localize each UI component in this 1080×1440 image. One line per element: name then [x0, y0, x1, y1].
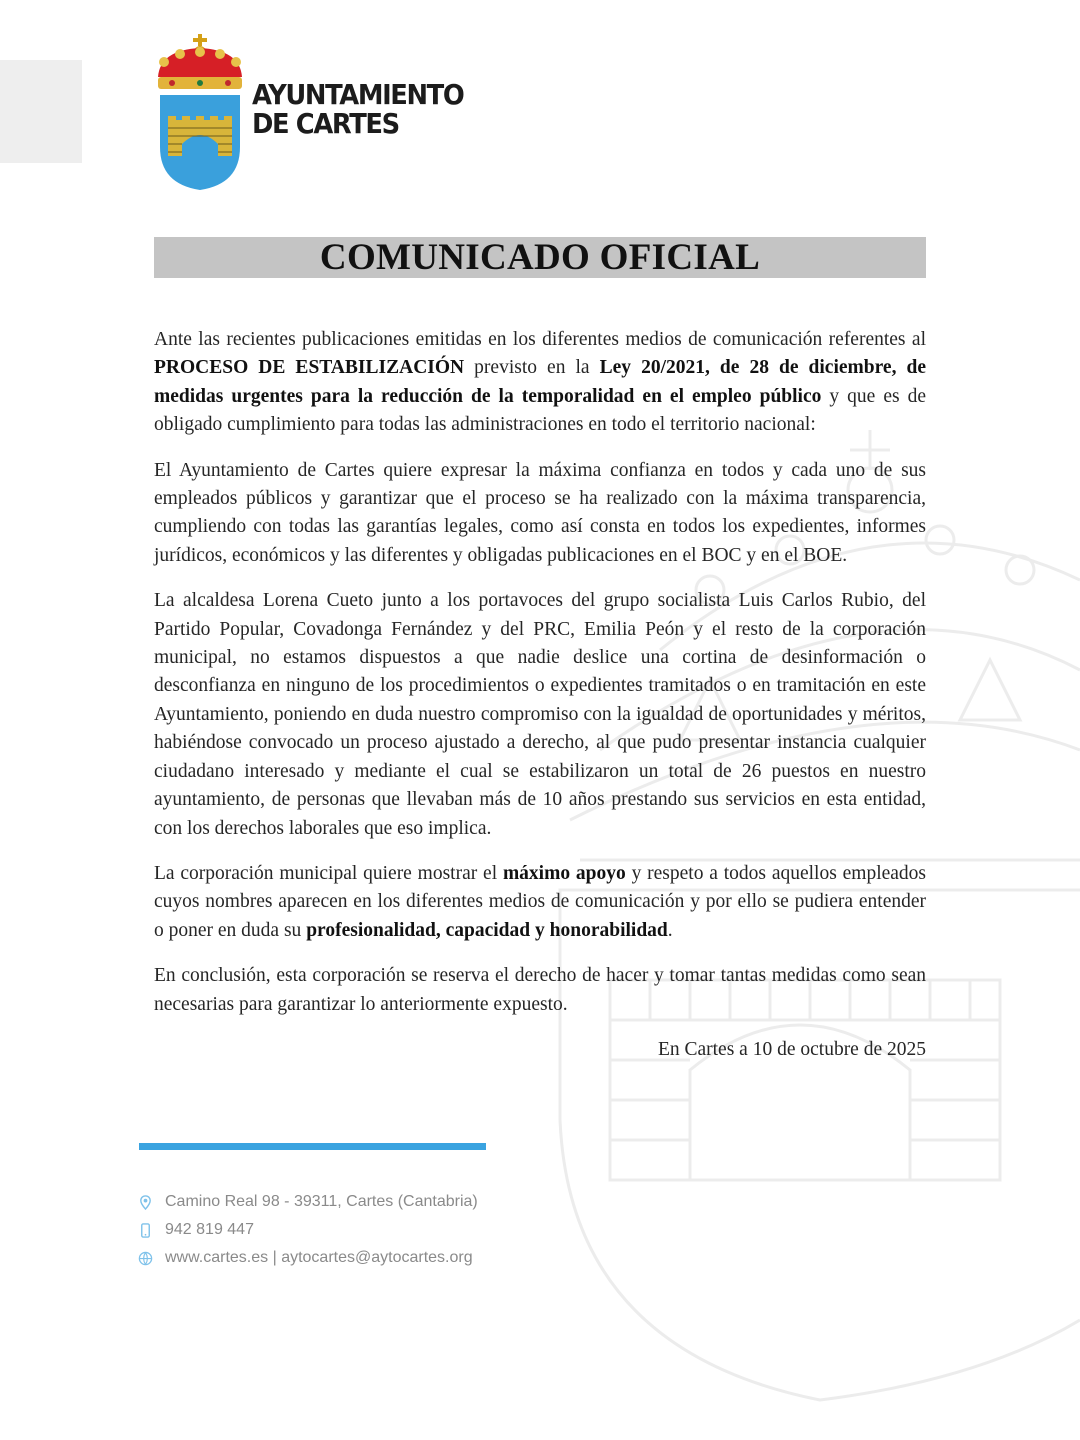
document-body	[154, 326, 926, 1081]
signoff-date: En Cartes a 10 de octubre de 2025	[657, 1038, 926, 1060]
title-banner	[154, 237, 926, 278]
paragraph-3: La alcaldesa Lorena Cueto junto a los portavoces del grupo socialista Luis Carlos Rubio, del Partido Popular, Covadonga Fernández y del PRC, Emilia Peón y el resto de la corporación municipal, no estamos dispuestos a que nadie deslice una cortina de desinformación o desconfianza en ninguno de los procedimientos o expedientes tramitados o en tramitación en este Ayuntamiento, poniendo en duda nuestro compromiso con la igualdad de oportunidades y méritos, habiéndose convocado un proceso ajustado a derecho, al que pudo presentar instancia cualquier ciudadano interesado y mediante el cual se estabilizaron un total de 26 puestos en nuestro ayuntamiento, de personas que llevaban más de 10 años prestando sus servicios en esta entidad, con los derechos laborales que eso implica.	[154, 590, 926, 839]
contact-info	[138, 1188, 478, 1272]
phone-icon	[138, 1223, 153, 1238]
p4-bold-1: máximo apoyo	[502, 862, 626, 884]
address-text: Camino Real 98 - 39311, Cartes (Cantabria)	[165, 1193, 478, 1210]
contact-phone	[138, 1216, 478, 1244]
organization-name	[252, 80, 463, 138]
contact-address	[138, 1188, 478, 1216]
p1-bold-2: Ley 20/2021, de 28 de diciembre, de medidas urgentes para la reducción de la temporalidad en el empleo público	[154, 357, 926, 407]
p4-bold-2: profesionalidad, capacidad y honorabilidad	[306, 919, 668, 941]
globe-icon	[138, 1251, 153, 1266]
p1-text-2: previsto en la	[464, 357, 600, 379]
page-edge-tab	[0, 60, 82, 163]
org-name-line2: DE CARTES	[252, 107, 399, 140]
web-email-text[interactable]: www.cartes.es | aytocartes@aytocartes.org	[165, 1249, 473, 1266]
contact-web	[138, 1244, 478, 1272]
p1-bold-1: PROCESO DE ESTABILIZACIÓN	[154, 357, 465, 379]
phone-text: 942 819 447	[165, 1221, 254, 1238]
p4-text-3: .	[667, 919, 673, 941]
paragraph-4	[154, 860, 926, 945]
p1-text-1: Ante las recientes publicaciones emitidas en los diferentes medios de comunicación referentes al	[154, 329, 926, 350]
p4-text-2: y respeto a todos aquellos empleados cuyos nombres aparecen en los diferentes medios de comunicación y por ello se pudiera entender o poner en duda su	[154, 862, 927, 941]
paragraph-2: El Ayuntamiento de Cartes quiere expresar la máxima confianza en todos y cada uno de sus empleados públicos y garantizar que el proceso se ha realizado con la máxima transparencia, cumpliendo con todas las garantías legales, como así consta en todos los expedientes, informes jurídicos, económicos y las diferentes y obligadas publicaciones en el BOC y en el BOE.	[154, 459, 926, 566]
paragraph-5: En conclusión, esta corporación se reserva el derecho de hacer y tomar tantas medidas como sean necesarias para garantizar lo anteriormente expuesto.	[154, 965, 926, 1015]
location-pin-icon	[138, 1195, 153, 1210]
p1-text-3: y que es de obligado cumplimiento para todas las administraciones en todo el territorio nacional:	[154, 385, 926, 436]
paragraph-1	[154, 326, 926, 440]
coat-of-arms-logo	[150, 32, 250, 192]
org-name-line1: AYUNTAMIENTO	[252, 78, 464, 111]
document-title: COMUNICADO OFICIAL	[319, 237, 761, 278]
footer-accent-rule	[139, 1143, 486, 1150]
p4-text-1: La corporación municipal quiere mostrar el	[154, 862, 503, 884]
